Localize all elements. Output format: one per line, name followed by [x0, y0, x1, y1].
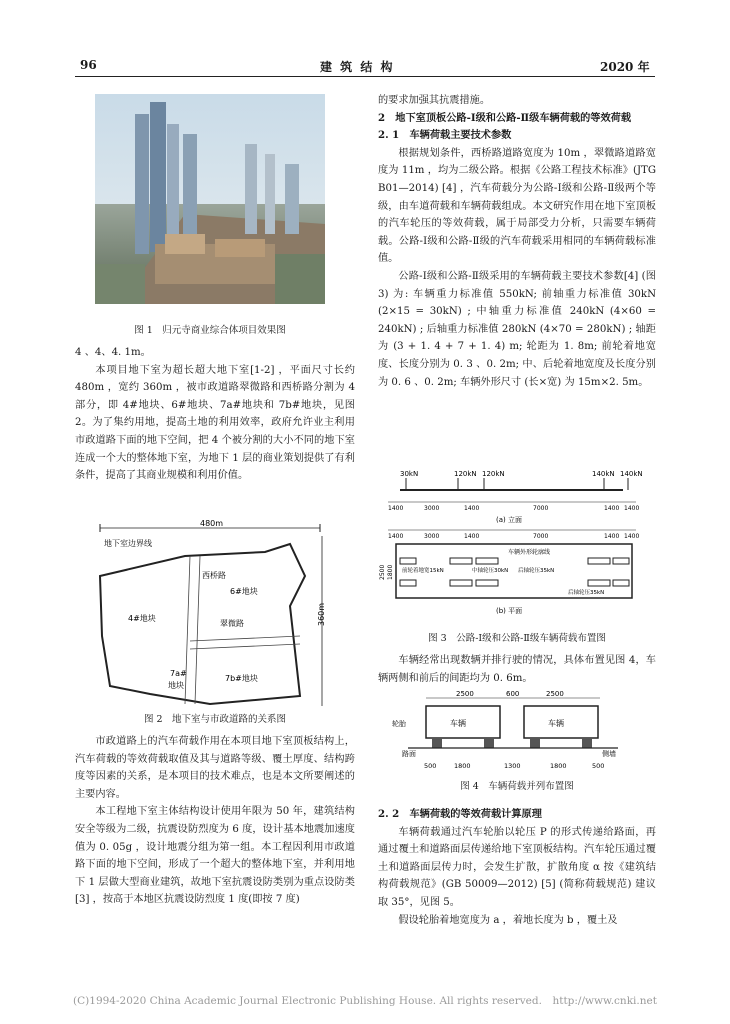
fig3-elev-dim-3: 1400: [464, 505, 480, 512]
fig4-curb-label: 侧墙: [602, 750, 616, 758]
fig3-elev-dim-1: 1400: [388, 505, 404, 512]
left-paragraph-3: 市政道路上的汽车荷载作用在本项目地下室顶板结构上，汽车荷载的等效荷载取值及其与道路等级、覆土厚度、结构跨度等因素的关系，是本项目的技术难点，也是本文所要阐述的主要内容。: [75, 736, 355, 800]
right-text-block-2: [378, 652, 656, 687]
fig4-caption: 图 4 车辆荷载并列布置图: [460, 781, 574, 792]
fig3-load-1: 30kN: [400, 470, 419, 478]
fig4-wheel-label: 轮胎: [392, 720, 406, 728]
fig3-wheel-mid3: 后轴轮压35kN: [568, 590, 605, 596]
fig3-plan-dim-2: 3000: [424, 533, 440, 540]
fig3-plan-dim-3: 1400: [464, 533, 480, 540]
left-paragraph-2: 本项目地下室为超长超大地下室[1-2] ，平面尺寸长约 480m ，宽约 360m ，被市政道路翠微路和西桥路分割为 4 部分，即 4#地块、6#地块、7a#地块和 7b#地块，见图 2。为了集约用地，提高土地的利用效率，政府允许业主利用市政道路下面的地下空间，把 4 个被分割的大小不同的地下室连成一个大的整体地下室，为地下 1 层的商业策划提供了有利条件，提高了其商业规模和利用价值。: [75, 364, 355, 482]
fig3-elev-dim-2: 3000: [424, 505, 440, 512]
fig2-block7a-line1: 7a#: [170, 669, 187, 678]
left-paragraph-1: 4 、4、4. 1m。: [75, 347, 151, 358]
section-2-2-heading: 2. 2 车辆荷载的等效荷载计算原理: [378, 808, 542, 820]
fig4-car-1: 车辆: [450, 719, 466, 728]
fig4-top-dim-3: 2500: [546, 690, 564, 698]
right-text-block-3: [378, 806, 656, 929]
section-2-heading: 2 地下室顶板公路-Ⅰ级和公路-Ⅱ级车辆荷载的等效荷载: [378, 111, 632, 124]
fig2-xiqiao-road: 西桥路: [202, 571, 226, 580]
fig2-cuiwei-road: 翠微路: [220, 619, 244, 628]
fig2-boundary-label: 地下室边界线: [104, 539, 152, 548]
fig4-bottom-dim-1: 500: [424, 762, 437, 770]
fig3-load-3: 120kN: [482, 470, 505, 478]
fig3-wheel-mid2: 后轴轮压35kN: [518, 568, 555, 574]
fig3-plan-dim-5: 1400: [604, 533, 620, 540]
fig2-site-plan: [90, 516, 340, 711]
journal-year: 2020 年: [600, 60, 650, 74]
right-line-0: 的要求加强其抗震措施。: [378, 95, 491, 106]
fig3-plan-dim-6: 1400: [624, 533, 640, 540]
fig3-sub-b: (b) 平面: [496, 607, 523, 615]
fig4-bottom-dim-2: 1800: [454, 762, 471, 770]
fig3-elev-dim-6: 1400: [624, 505, 640, 512]
fig2-block6: 6#地块: [230, 587, 258, 596]
journal-title: 建 筑 结 构: [320, 60, 395, 74]
fig3-wheel-mid1: 中轴轮压30kN: [472, 568, 509, 574]
copyright-footer: (C)1994-2020 China Academic Journal Electronic Publishing House. All rights reserved. http://www.cnki.net: [73, 995, 657, 1007]
fig4-bottom-dim-4: 1800: [550, 762, 567, 770]
fig4-bottom-dim-3: 1300: [504, 762, 521, 770]
right-paragraph-2: 公路-Ⅰ级和公路-Ⅱ级采用的车辆荷载主要技术参数[4] (图 3) 为: 车辆重力标准值 550kN; 前轴重力标准值 30kN (2×15 = 30kN) ; 中轴重力标准值 240kN (4×60 = 240kN) ; 后轴重力标准值 280kN (4×70 = 280kN) ; 轴距为 (3 + 1. 4 + 7 + 1. 4) m; 轮距为 1. 8m; 前轮着地宽度、长度分别为 0. 3 、0. 2m; 中、后轮着地宽度及长度分别为 0. 6 、0. 2m; 车辆外形尺寸 (长×宽) 为 15m×2. 5m。: [378, 270, 656, 388]
fig3-axle-layout: [378, 468, 648, 626]
fig4-bottom-dim-5: 500: [592, 762, 605, 770]
fig4-road-label: 路面: [402, 750, 416, 758]
fig3-wheel-front: 前轮着地宽15kN: [402, 568, 444, 574]
right-paragraph-4: 车辆荷载通过汽车轮胎以轮压 P 的形式传递给路面，再通过覆土和道路面层传递给地下室顶板结构。汽车轮压通过覆土和道路面层传力时，会发生扩散，扩散角度 α 按《建筑结构荷载规范》(GB 50009—2012) [5] (简称荷载规范) 建议取 35°，见图 5。: [378, 826, 656, 908]
fig3-caption: 图 3 公路-Ⅰ级和公路-Ⅱ级车辆荷载布置图: [428, 633, 606, 644]
fig2-height-label: 360m: [317, 602, 326, 626]
project-rendering-image: [95, 94, 325, 304]
fig3-plan-side-1: 2500: [379, 564, 386, 580]
fig3-load-2: 120kN: [454, 470, 477, 478]
left-paragraph-4: 本工程地下室主体结构设计使用年限为 50 年，建筑结构安全等级为二级，抗震设防烈度为 6 度，设计基本地震加速度值为 0. 05g ，设计地震分组为第一组。本工程因利用市政道路下面的地下空间，形成了一个超大的整体地下室，并利用地下 1 层做大型商业建筑，故地下室抗震设防类别为重点设防类[3] ，按高于本地区抗震设防烈度 1 度(即按 7 度): [75, 806, 355, 906]
fig3-plan-dim-1: 1400: [388, 533, 404, 540]
section-2-1-heading: 2. 1 车辆荷载主要技术参数: [378, 129, 512, 142]
fig1-caption: 图 1 归元寺商业综合体项目效果图: [134, 325, 286, 336]
fig3-elev-dim-5: 1400: [604, 505, 620, 512]
fig4-top-dim-2: 600: [506, 690, 520, 698]
fig3-load-5: 140kN: [620, 470, 643, 478]
fig3-load-4: 140kN: [592, 470, 615, 478]
fig4-car-2: 车辆: [548, 719, 564, 728]
fig2-block7b: 7b#地块: [225, 674, 258, 683]
fig4-top-dim-1: 2500: [456, 690, 474, 698]
fig3-plan-dim-4: 7000: [533, 533, 549, 540]
fig3-elev-dim-4: 7000: [533, 505, 549, 512]
fig2-caption: 图 2 地下室与市政道路的关系图: [143, 714, 287, 725]
fig2-block4: 4#地块: [128, 614, 156, 623]
page-number: 96: [80, 58, 97, 72]
fig3-outline-label: 车辆外形轮廓线: [508, 549, 551, 556]
right-paragraph-5: 假设轮胎着地宽度为 a ，着地长度为 b ，覆土及: [398, 914, 618, 926]
right-text-block-1: [378, 92, 656, 391]
right-paragraph-1: 根据规划条件，西桥路道路宽度为 10m ，翠微路道路宽度为 11m ，均为二级公路。根据《公路工程技术标准》(JTG B01—2014) [4] ，汽车荷载分为公路-Ⅰ级和公路-Ⅱ级两个等级，由车道荷载和车辆荷载组成。本文研究作用在地下室顶板的汽车轮压的等效荷载，属于局部受力分析，只需要车辆荷载。公路-Ⅰ级和公路-Ⅱ级的汽车荷载采用相同的车辆荷载标准值。: [378, 147, 656, 265]
header-rule: [75, 76, 655, 77]
fig2-block7a-line2: 地块: [168, 681, 184, 690]
left-text-block-2: [75, 733, 355, 909]
right-paragraph-3: 车辆经常出现数辆并排行驶的情况，具体布置见图 4，车辆两侧和前后的间距均为 0. 6m。: [378, 655, 656, 684]
fig4-side-by-side: [388, 690, 638, 772]
fig3-sub-a: (a) 立面: [496, 516, 522, 524]
fig3-plan-side-2: 1800: [387, 564, 394, 580]
left-text-block-1: [75, 344, 355, 485]
fig2-width-label: 480m: [200, 519, 224, 528]
